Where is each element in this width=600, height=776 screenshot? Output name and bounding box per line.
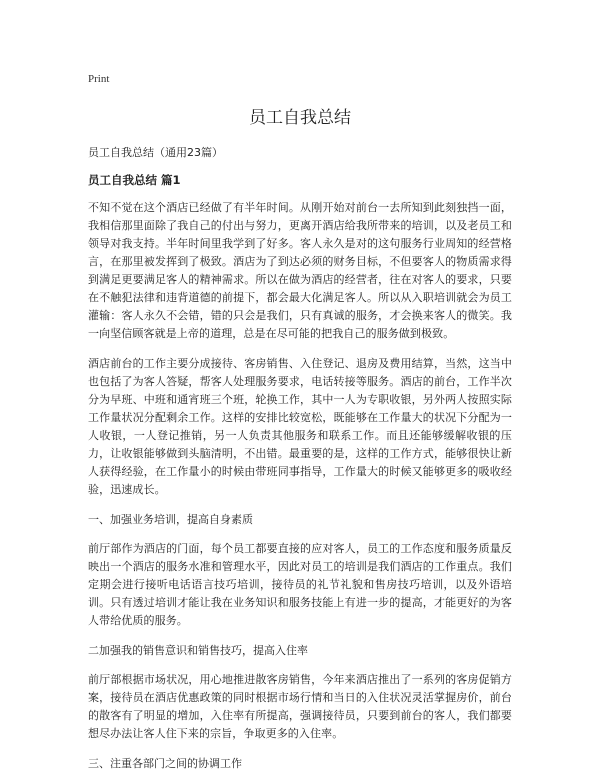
subheading-1: 一、加强业务培训，提高自身素质: [88, 513, 253, 526]
paragraph-1: 不知不觉在这个酒店已经做了有半年时间。从刚开始对前台一去所知到此刻独挡一面，我相信那里面除了我自己的付出与努力，更离开酒店给我所带来的培训，以及老员工和领导对我支持。半年时间里我学到了好多。客人永久是对的这句服务行业周知的经营格言，在那里被发挥到了极致。酒店为了到达必须的财务目标，不但要客人的物质需求得到满足更要满足客人的精神需求。所以在做为酒店的经营者，往在对客人的要求，只要在不触犯法律和违背道德的前提下，都会最大化满足客人。所以从入职培训就会为员工灌输：客人永久不会错，错的只会是我们，只有真诚的服务，才会换来客人的微笑。我一向坚信顾客就是上帝的道理，总是在尽可能的把我自己的服务做到极致。: [88, 201, 512, 340]
subheading-2: 二加强我的销售意识和销售技巧，提高入住率: [88, 644, 308, 657]
paragraph-2: 酒店前台的工作主要分成接待、客房销售、入住登记、退房及费用结算，当然，这当中也包括了为客人答疑，帮客人处理服务要求，电话转接等服务。酒店的前台，工作半次分为早班、中班和通宵班三个班，轮换工作，其中一人为专职收银，另外两人按照实际工作量状况分配剩余工作。这样的安排比较宽松，既能够在工作量大的状况下分配为一人收银，一人登记推销，另一人负责其他服务和联系工作。而且还能够缓解收银的压力，让收银能够做到头脑清明，不出错。最重要的是，这样的工作方式，能够很快让新人获得经验，在工作量小的时候由带班同事指导，工作量大的时候又能够更多的吸收经验，迅速成长。: [88, 357, 512, 496]
document-title: 员工自我总结: [249, 108, 351, 128]
paragraph-4: 前厅部根据市场状况，用心地推进散客房销售，今年来酒店推出了一系列的客房促销方案，接待员在酒店优惠政策的同时根据市场行情和当日的入住状况灵活掌握房价，前台的散客有了明显的增加，入住率有所提高，强调接待员，只要到前台的客人，我们都要想尽办法让客人住下来的宗旨，争取更多的入住率。: [88, 673, 512, 740]
section-heading: 员工自我总结 篇1: [88, 173, 181, 187]
subheading-3: 三、注重各部门之间的协调工作: [88, 757, 242, 770]
document-subtitle: 员工自我总结（通用23篇）: [88, 146, 223, 159]
paragraph-3: 前厅部作为酒店的门面，每个员工都要直接的应对客人，员工的工作态度和服务质量反映出一个酒店的服务水准和管理水平，因此对员工的培训是我们酒店的工作重点。我们定期会进行接听电话语言技巧培训，接待员的礼节礼貌和售房技巧培训，以及外语培训。只有透过培训才能让我在业务知识和服务技能上有进一步的提高，才能更好的为客人带给优质的服务。: [88, 542, 512, 627]
print-label: Print: [88, 73, 110, 85]
